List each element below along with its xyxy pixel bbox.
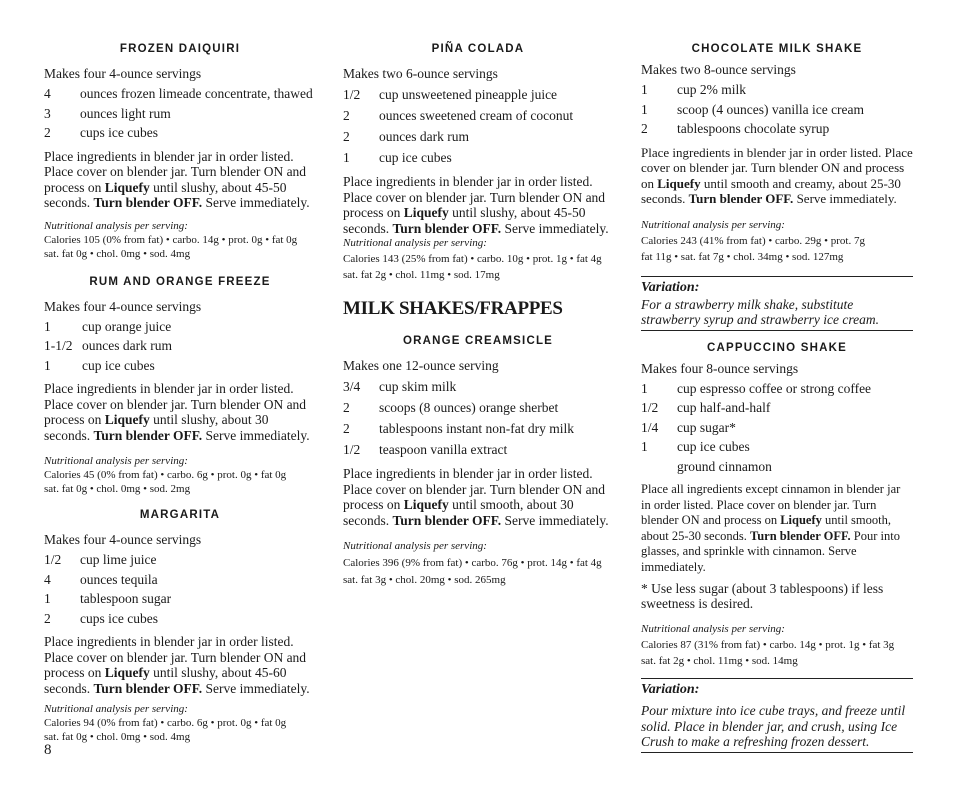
nutrition-line: sat. fat 0g • chol. 0mg • sod. 4mg — [44, 247, 191, 260]
instructions-text: Serve immediately. — [202, 427, 310, 443]
servings: Makes four 4-ounce servings — [44, 66, 202, 81]
ingredient-qty: 2 — [343, 421, 350, 436]
ingredient-item: ounces dark rum — [379, 129, 469, 144]
column-left — [44, 40, 316, 744]
instructions-bold: Turn blender OFF. — [392, 220, 502, 236]
instructions-text: until slushy, about 30 seconds. — [44, 412, 269, 443]
ingredient-qty: 2 — [44, 125, 51, 140]
ingredient-qty: 1/2 — [44, 552, 62, 567]
ingredient-qty: 4 — [44, 86, 51, 101]
instructions-text: until smooth and creamy, about 25-30 seconds. — [641, 175, 901, 206]
instructions-bold: Turn blender OFF. — [93, 195, 203, 210]
instructions-text: until smooth, about 30 seconds. — [343, 497, 574, 528]
ingredient-row — [44, 104, 316, 124]
ingredient-qty: 1/2 — [343, 442, 361, 457]
servings: Makes four 8-ounce servings — [641, 360, 799, 376]
instructions — [44, 634, 316, 696]
ingredient-item: scoops (8 ounces) orange sherbet — [379, 400, 559, 415]
ingredient-row — [44, 336, 316, 356]
instructions-text: Place ingredients in blender jar in order listed. Place cover on blender jar. Turn blender ON and process on — [44, 148, 307, 195]
ingredient-qty: 2 — [641, 121, 648, 136]
instructions — [343, 466, 613, 528]
nutrition-line: sat. fat 0g • chol. 0mg • sod. 2mg — [44, 483, 191, 495]
instructions — [641, 482, 913, 575]
ingredient-row — [641, 457, 913, 477]
recipe-title: CHOCOLATE MILK SHAKE — [691, 43, 863, 55]
ingredient-qty: 1 — [641, 380, 648, 396]
ingredient-item: ounces dark rum — [82, 338, 172, 353]
ingredient-qty: 1 — [641, 101, 648, 117]
ingredient-item: ounces light rum — [80, 105, 171, 121]
variation-box — [641, 276, 913, 331]
recipe-frozen-daiquiri — [44, 40, 316, 261]
ingredient-item: tablespoons instant non-fat dry milk — [379, 421, 574, 436]
instructions-bold: Liquefy — [403, 497, 449, 512]
ingredient-qty: 1 — [44, 357, 51, 373]
instructions-text: until slushy, about 45-60 seconds. — [44, 665, 287, 696]
instructions-text: Serve immediately. — [202, 680, 310, 696]
nutrition-heading: Nutritional analysis per serving: — [44, 219, 188, 232]
instructions-bold: Liquefy — [403, 205, 449, 220]
ingredient-qty: 1/2 — [641, 400, 659, 415]
instructions-text: Serve immediately. — [501, 512, 609, 528]
instructions-bold: Turn blender OFF. — [93, 427, 203, 443]
ingredient-row — [641, 119, 913, 139]
nutrition-heading: Nutritional analysis per serving: — [641, 218, 785, 231]
nutrition-heading: Nutritional analysis per serving: — [343, 540, 487, 552]
recipe-orange-creamsicle — [343, 332, 613, 587]
recipe-cappuccino-shake — [641, 339, 913, 753]
ingredient-row — [44, 356, 316, 376]
column-middle — [343, 40, 613, 587]
ingredient-row — [343, 105, 613, 126]
nutrition-line: Calories 105 (0% from fat) • carbo. 14g • prot. 0g • fat 0g — [44, 233, 298, 246]
recipe-title: FROZEN DAIQUIRI — [119, 43, 241, 55]
ingredient-row — [44, 317, 316, 337]
page-number: 8 — [44, 742, 52, 758]
nutrition-heading: Nutritional analysis per serving: — [343, 237, 487, 249]
ingredient-qty: 2 — [44, 610, 51, 626]
nutrition-heading: Nutritional analysis per serving: — [44, 703, 188, 715]
instructions-bold: Liquefy — [657, 175, 701, 191]
ingredient-row — [641, 437, 913, 457]
nutrition-line: Calories 87 (31% from fat) • carbo. 14g • prot. 1g • fat 3g — [641, 639, 895, 651]
variation-heading: Variation: — [641, 279, 700, 295]
instructions — [44, 381, 316, 443]
ingredient-qty: 1/4 — [641, 419, 659, 435]
instructions-text: until slushy, about 45-50 seconds. — [343, 205, 586, 236]
ingredient-item: cup sugar* — [677, 419, 736, 435]
ingredient-item: ground cinnamon — [677, 458, 772, 474]
instructions-bold: Liquefy — [780, 513, 822, 527]
recipe-pina-colada — [343, 40, 613, 282]
variation-text: Pour mixture into ice cube trays, and freeze until solid. Place in blender jar, and crush, using Ice Crush to make a refreshing frozen dessert. — [641, 703, 906, 749]
instructions-text: Place ingredients in blender jar in order listed. Place cover on blender jar. Turn blender ON and process on — [343, 174, 606, 220]
ingredient-item: cup half-and-half — [677, 400, 771, 415]
ingredient-row — [343, 439, 613, 460]
ingredient-item: tablespoons chocolate syrup — [677, 121, 830, 136]
column-right — [641, 40, 913, 753]
nutrition-line: Calories 243 (41% from fat) • carbo. 29g • prot. 7g — [641, 234, 865, 247]
ingredient-row — [343, 84, 613, 105]
nutrition-line: fat 11g • sat. fat 7g • chol. 34mg • sod. 127mg — [641, 250, 844, 263]
ingredient-row — [641, 80, 913, 100]
ingredient-qty: 2 — [343, 400, 350, 415]
nutrition-line: sat. fat 0g • chol. 0mg • sod. 4mg — [44, 731, 191, 743]
instructions-bold: Turn blender OFF. — [392, 512, 502, 528]
instructions-bold: Liquefy — [104, 412, 150, 427]
ingredient-item: teaspoon vanilla extract — [379, 442, 508, 457]
footnote: * Use less sugar (about 3 tablespoons) if less sweetness is desired. — [641, 581, 884, 611]
recipe-title: ORANGE CREAMSICLE — [402, 335, 554, 347]
ingredient-item: cup skim milk — [379, 379, 457, 394]
recipe-title: RUM AND ORANGE FREEZE — [89, 275, 271, 288]
ingredient-item: cup ice cubes — [677, 439, 750, 454]
ingredient-item: ounces frozen limeade concentrate, thawed — [80, 86, 313, 101]
ingredient-qty: 1 — [44, 591, 51, 606]
ingredient-row — [641, 100, 913, 120]
ingredient-row — [44, 123, 316, 143]
section-heading: MILK SHAKES/FRAPPES — [343, 298, 563, 319]
instructions-text: until smooth, about 25-30 seconds. — [641, 513, 891, 543]
ingredient-qty: 4 — [44, 571, 51, 587]
ingredient-qty: 2 — [343, 108, 350, 123]
nutrition-line: sat. fat 2g • chol. 11mg • sod. 17mg — [343, 269, 500, 281]
instructions-text: Place all ingredients except cinnamon in blender jar in order listed. Place cover on blender jar. Turn blender ON and process on — [641, 482, 901, 527]
ingredient-qty: 1-1/2 — [44, 338, 73, 353]
ingredient-item: cup 2% milk — [677, 82, 746, 97]
instructions — [343, 174, 613, 236]
recipe-chocolate-milk-shake — [641, 40, 913, 331]
ingredient-item: cup lime juice — [80, 552, 157, 567]
ingredient-row — [641, 418, 913, 438]
recipe-margarita — [44, 506, 316, 744]
ingredient-row — [641, 398, 913, 418]
nutrition-heading: Nutritional analysis per serving: — [641, 623, 785, 635]
ingredient-item: cup ice cubes — [82, 357, 155, 373]
ingredient-row — [343, 397, 613, 418]
variation-text: For a strawberry milk shake, substitute strawberry syrup and strawberry ice cream. — [641, 296, 879, 327]
servings: Makes two 6-ounce servings — [343, 66, 498, 81]
instructions — [44, 149, 316, 211]
nutrition-line: sat. fat 2g • chol. 11mg • sod. 14mg — [641, 655, 798, 667]
ingredient-item: scoop (4 ounces) vanilla ice cream — [677, 101, 865, 117]
nutrition-line: Calories 143 (25% from fat) • carbo. 10g • prot. 1g • fat 4g — [343, 253, 602, 265]
nutrition-line: Calories 94 (0% from fat) • carbo. 6g • prot. 0g • fat 0g — [44, 717, 287, 729]
servings: Makes one 12-ounce serving — [343, 358, 499, 373]
ingredient-row — [44, 589, 316, 609]
variation-heading: Variation: — [641, 682, 700, 697]
ingredient-qty: 1 — [641, 82, 648, 97]
instructions-bold: Liquefy — [104, 179, 150, 195]
ingredient-item: ounces tequila — [80, 571, 158, 587]
instructions-text: Pour into glasses, and sprinkle with cinnamon. Serve immediately. — [641, 528, 900, 574]
instructions-bold: Liquefy — [104, 665, 150, 680]
ingredient-qty: 1 — [44, 318, 51, 334]
servings: Makes two 8-ounce servings — [641, 62, 796, 77]
instructions-text: Serve immediately. — [501, 220, 609, 236]
instructions — [641, 145, 913, 207]
ingredient-qty — [641, 457, 677, 477]
nutrition-line: sat. fat 3g • chol. 20mg • sod. 265mg — [343, 574, 506, 586]
recipe-title: MARGARITA — [139, 509, 221, 521]
ingredient-item: cup orange juice — [82, 318, 172, 334]
instructions-text: Place ingredients in blender jar in order listed. Place cover on blender jar. Turn blender ON and process on — [343, 466, 606, 512]
instructions-text: Place ingredients in blender jar in order listed. Place cover on blender jar. Turn blender ON and process on — [44, 634, 307, 680]
ingredient-row — [44, 570, 316, 590]
servings: Makes four 4-ounce servings — [44, 532, 202, 547]
instructions-text: Place ingredients in blender jar in order listed. Place cover on blender jar. Turn blender ON and process on — [641, 144, 913, 191]
ingredient-item: tablespoon sugar — [80, 591, 172, 606]
variation-box — [641, 678, 913, 753]
ingredient-item: cup unsweetened pineapple juice — [379, 87, 558, 102]
ingredient-qty: 1 — [343, 150, 350, 165]
ingredient-item: cups ice cubes — [80, 125, 158, 140]
ingredient-item: cups ice cubes — [80, 610, 158, 626]
ingredient-item: ounces sweetened cream of coconut — [379, 108, 574, 123]
ingredient-qty: 3 — [44, 105, 51, 121]
recipe-rum-orange-freeze — [44, 273, 316, 497]
ingredient-item: cup espresso coffee or strong coffee — [677, 380, 872, 396]
instructions-bold: Turn blender OFF. — [750, 528, 851, 543]
ingredient-qty: 1/2 — [343, 87, 361, 102]
ingredient-row — [641, 379, 913, 399]
ingredient-row — [343, 147, 613, 168]
ingredient-qty: 3/4 — [343, 379, 361, 394]
ingredient-row — [343, 126, 613, 147]
ingredient-item: cup ice cubes — [379, 150, 452, 165]
instructions-text: until slushy, about 45-50 seconds. — [44, 179, 287, 210]
ingredient-qty: 1 — [641, 439, 648, 454]
ingredient-row — [44, 550, 316, 570]
recipe-title: CAPPUCCINO SHAKE — [707, 341, 847, 354]
ingredient-qty: 2 — [343, 129, 350, 144]
servings: Makes four 4-ounce servings — [44, 298, 202, 314]
ingredient-row — [44, 609, 316, 629]
ingredient-row — [44, 84, 316, 104]
instructions-text: Serve immediately. — [793, 191, 897, 206]
nutrition-heading: Nutritional analysis per serving: — [44, 455, 188, 467]
ingredient-row — [343, 376, 613, 397]
instructions-bold: Turn blender OFF. — [93, 680, 203, 696]
recipe-title: PIÑA COLADA — [431, 43, 525, 55]
ingredient-row — [343, 418, 613, 439]
instructions-bold: Turn blender OFF. — [688, 191, 794, 206]
nutrition-line: Calories 396 (9% from fat) • carbo. 76g • prot. 14g • fat 4g — [343, 557, 602, 569]
instructions-text: Serve immediately. — [202, 195, 310, 210]
nutrition-line: Calories 45 (0% from fat) • carbo. 6g • prot. 0g • fat 0g — [44, 469, 287, 481]
instructions-text: Place ingredients in blender jar in order listed. Place cover on blender jar. Turn blender ON and process on — [44, 381, 307, 427]
